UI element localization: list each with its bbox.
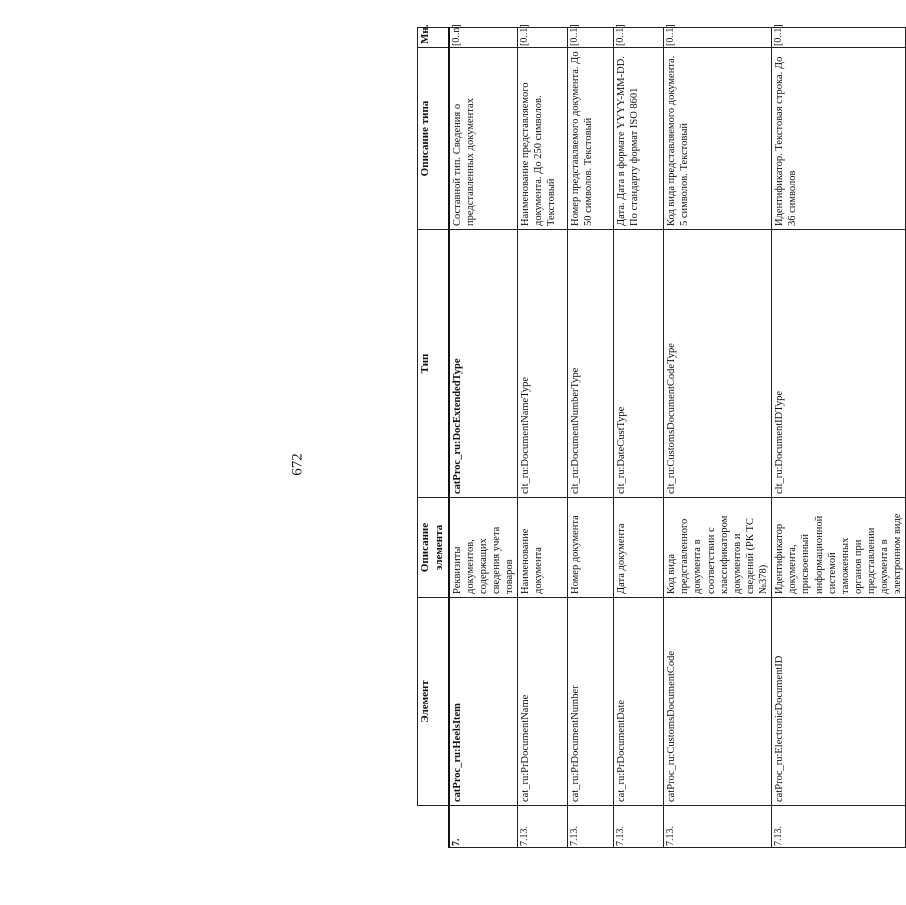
row-type: clt_ru:DocumentIDType xyxy=(772,230,906,498)
table-row xyxy=(664,28,772,848)
row-type: clt_ru:DocumentNameType xyxy=(518,230,568,498)
row-type-description: Код вида представляемого документа. 5 символов. Текстовый xyxy=(664,48,772,230)
row-element: catProc_ru:HeelsItem xyxy=(449,598,518,806)
row-element: catProc_ru:ElectronicDocumentID xyxy=(772,598,906,806)
row-element: catProc_ru:CustomsDocumentCode xyxy=(664,598,772,806)
row-type: clt_ru:DocumentNumberType xyxy=(568,230,614,498)
table-row xyxy=(568,28,614,848)
table-row xyxy=(449,28,518,848)
header-multiplicity: Мн. xyxy=(418,28,449,48)
row-number: 7.13. xyxy=(772,806,906,848)
table-row xyxy=(614,28,664,848)
row-number: 7.13. xyxy=(518,806,568,848)
row-number: 7.13. xyxy=(664,806,772,848)
row-multiplicity: [0..1] xyxy=(772,28,906,48)
row-element: cat_ru:PrDocumentDate xyxy=(614,598,664,806)
row-number: 7.13. xyxy=(568,806,614,848)
row-element-description: Дата документа xyxy=(614,498,664,598)
table-header-row xyxy=(418,28,449,848)
row-element: cat_ru:PrDocumentNumber xyxy=(568,598,614,806)
row-multiplicity: [0..1] xyxy=(568,28,614,48)
header-element: Элемент xyxy=(418,598,449,806)
table-row xyxy=(518,28,568,848)
row-element-description: Код вида представленного документа в соответствии с классификатором документов и сведений (РК ТС №378) xyxy=(664,498,772,598)
header-element-description: Описание элемента xyxy=(418,498,449,598)
row-element-description: Идентификатор документа, присвоенный информационной системой таможенных органов при представлении документа в электронном виде xyxy=(772,498,906,598)
row-number: 7. xyxy=(449,806,518,848)
row-type: catProc_ru:DocExtendedType xyxy=(449,230,518,498)
row-type-description: Наименование представляемого документа. До 250 символов. Текстовый xyxy=(518,48,568,230)
row-number: 7.13. xyxy=(614,806,664,848)
header-type-description: Описание типа xyxy=(418,48,449,230)
row-element-description: Номер документа xyxy=(568,498,614,598)
row-type-description: Дата. Дата в формате YYYY-MM-DD. По стандарту формат ISO 8601 xyxy=(614,48,664,230)
row-type-description: Идентификатор. Текстовая строка. До 36 символов xyxy=(772,48,906,230)
row-multiplicity: [0..1] xyxy=(664,28,772,48)
row-type: clt_ru:CustomsDocumentCodeType xyxy=(664,230,772,498)
header-type: Тип xyxy=(418,230,449,498)
row-element: cat_ru:PrDocumentName xyxy=(518,598,568,806)
row-element-description: Реквизиты документов, содержащих сведения учета товаров xyxy=(449,498,518,598)
row-element-description: Наименование документа xyxy=(518,498,568,598)
row-multiplicity: [0..n] xyxy=(449,28,518,48)
header-number xyxy=(418,806,449,848)
document-table xyxy=(417,24,906,848)
rotated-table-container xyxy=(417,24,904,848)
row-multiplicity: [0..1] xyxy=(518,28,568,48)
row-type-description: Номер представляемого документа. До 50 символов. Текстовый xyxy=(568,48,614,230)
row-type-description: Составной тип. Сведения о представленных документах xyxy=(449,48,518,230)
row-multiplicity: [0..1] xyxy=(614,28,664,48)
row-type: clt_ru:DateCustType xyxy=(614,230,664,498)
table-row xyxy=(772,28,906,848)
page-number: 672 xyxy=(289,453,306,476)
